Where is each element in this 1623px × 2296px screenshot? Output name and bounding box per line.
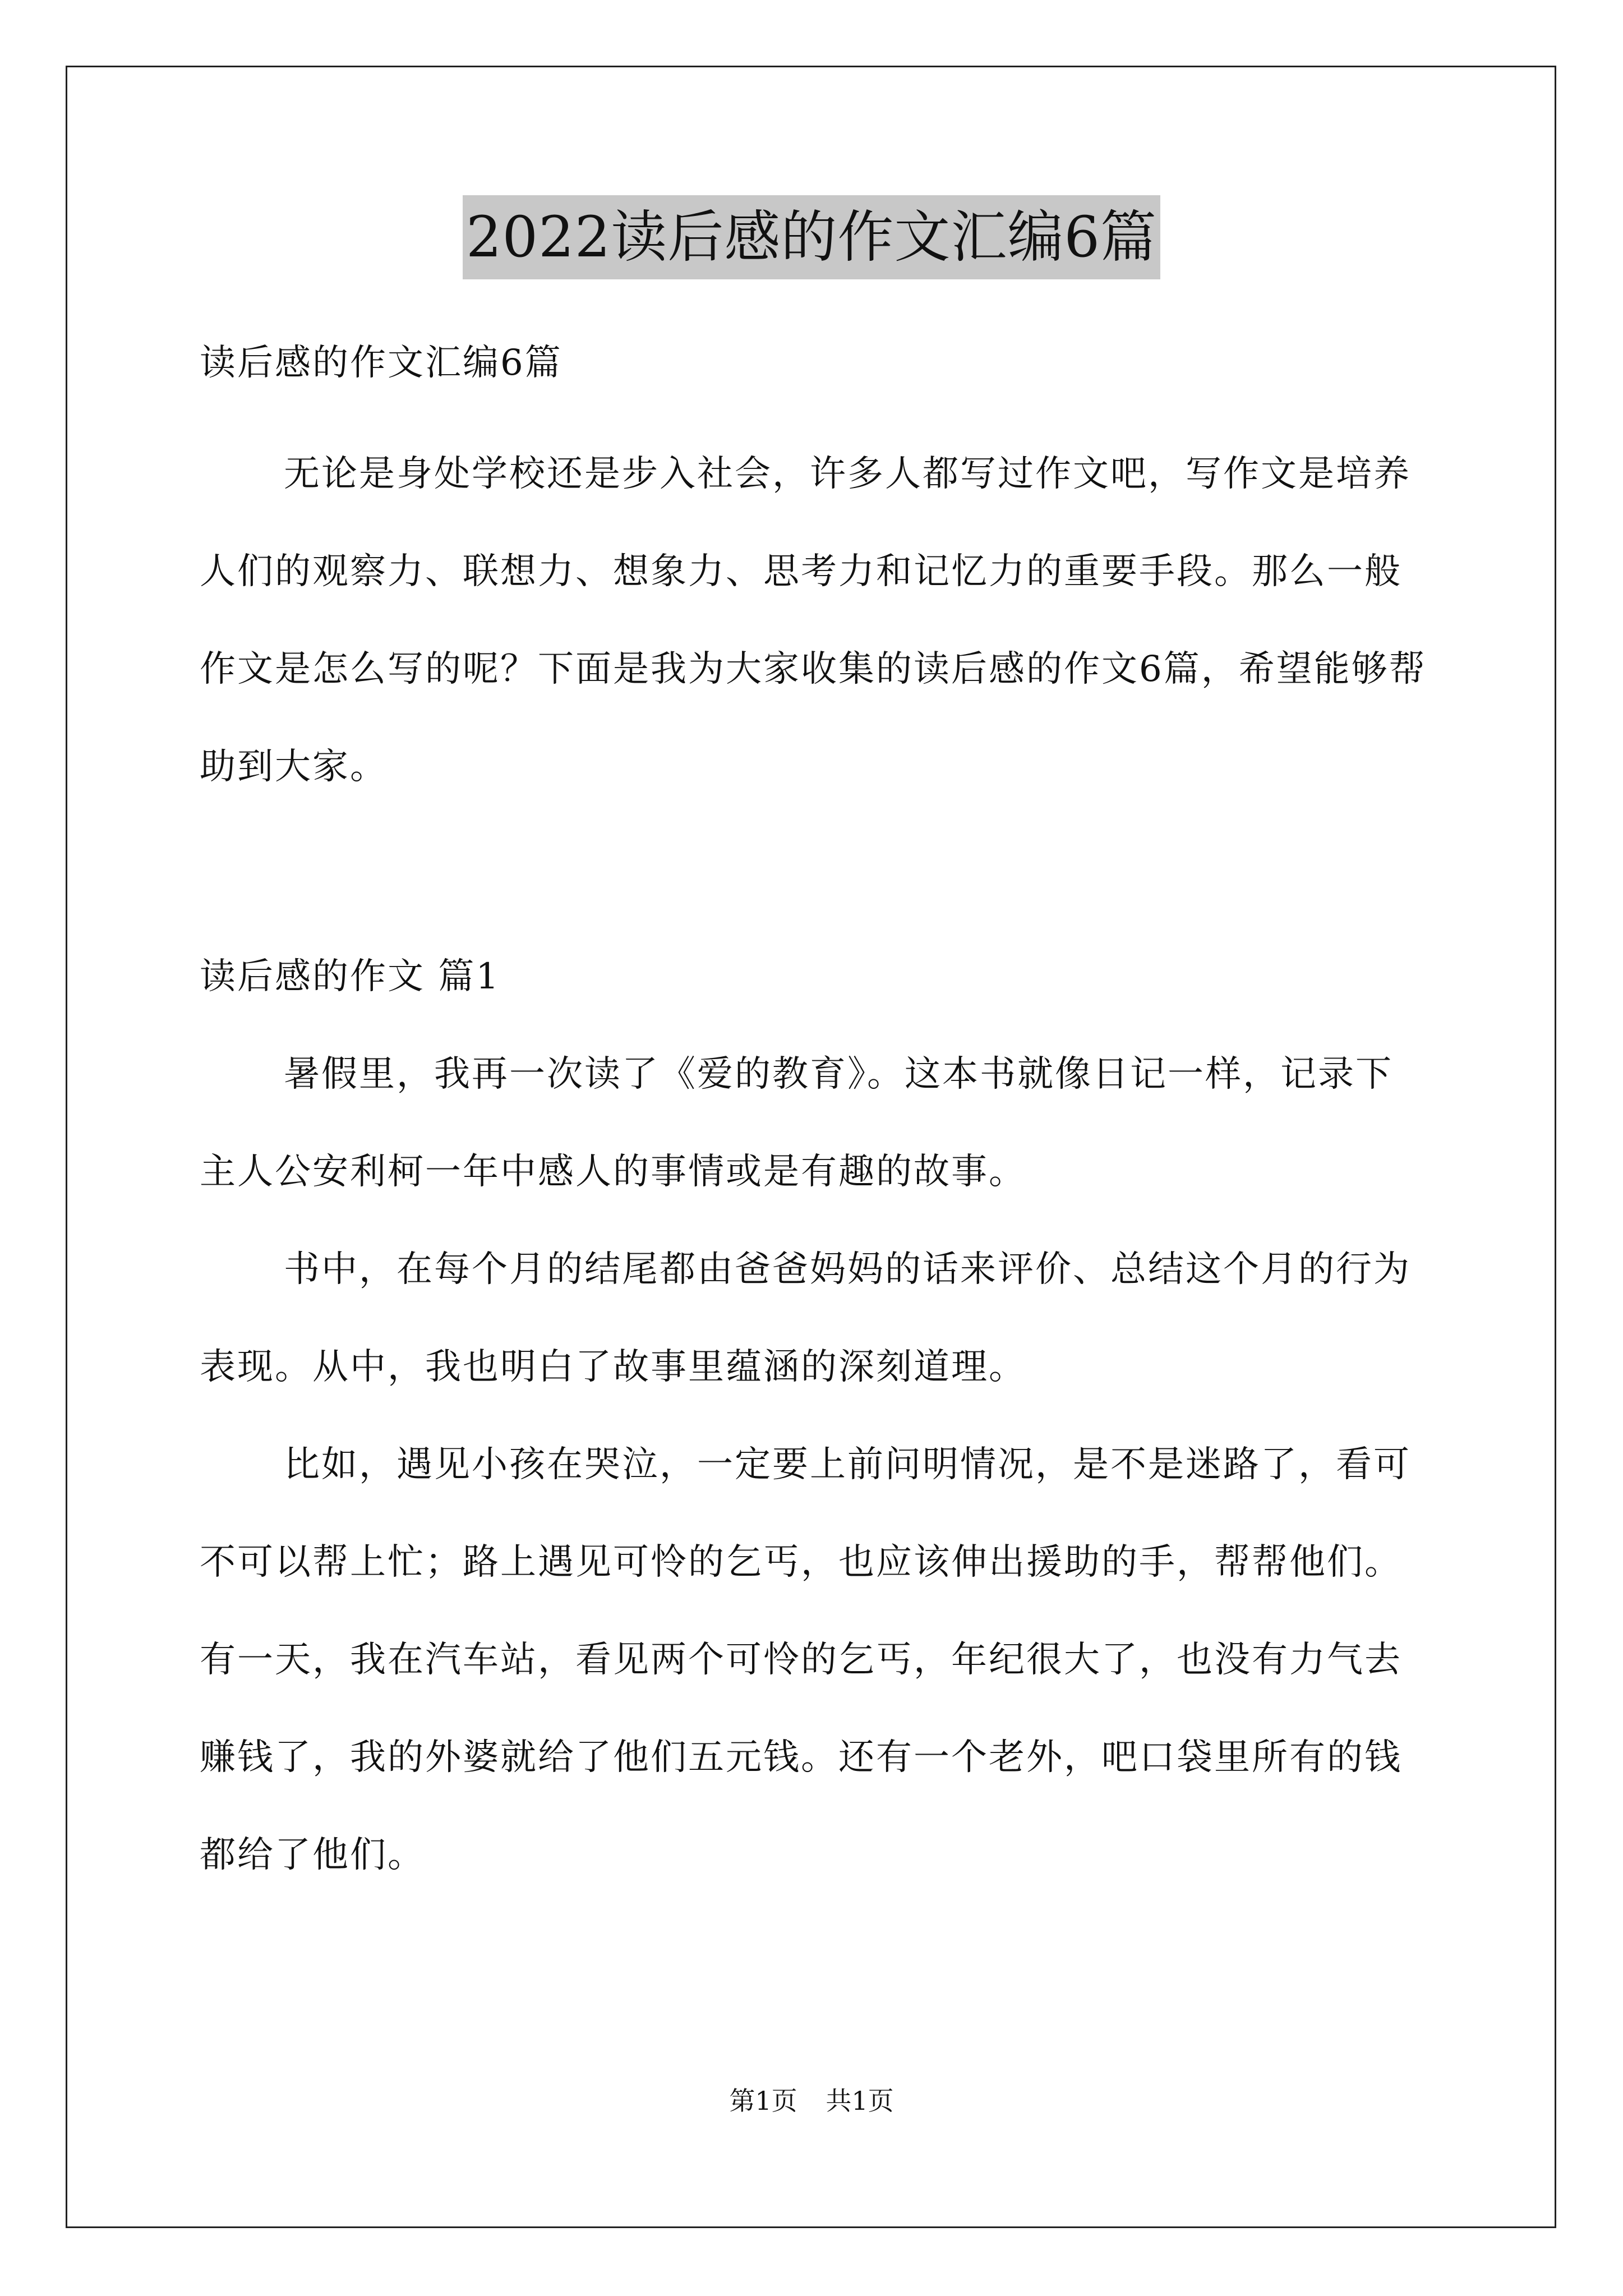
document-subtitle: 读后感的作文汇编6篇 [200, 342, 562, 384]
body-paragraph-2: 书中，在每个月的结尾都由爸爸妈妈的话来评价、总结这个月的行为表现。从中，我也明白了故事里蕴涵的深刻道理。 [200, 1249, 1411, 1388]
body-paragraph-3: 比如，遇见小孩在哭泣，一定要上前问明情况，是不是迷路了，看可不可以帮上忙；路上遇见可怜的乞丐，也应该伸出援助的手，帮帮他们。有一天，我在汽车站，看见两个可怜的乞丐，年纪很大了，也没有力气去赚钱了，我的外婆就给了他们五元钱。还有一个老外，吧口袋里所有的钱都给了他们。 [200, 1444, 1411, 1876]
section-heading: 读后感的作文 篇1 [200, 956, 501, 997]
body-paragraph-1: 暑假里，我再一次读了《爱的教育》。这本书就像日记一样，记录下主人公安利柯一年中感人的事情或是有趣的故事。 [200, 1053, 1393, 1193]
blank-line [200, 412, 1428, 425]
page-number-current: 第1页 [729, 2086, 797, 2116]
page-footer [0, 2084, 1623, 2118]
title-container [0, 195, 1623, 279]
document-title: 2022读后感的作文汇编6篇 [463, 195, 1160, 279]
document-body [200, 314, 1428, 1904]
intro-paragraph: 无论是身处学校还是步入社会，许多人都写过作文吧，写作文是培养人们的观察力、联想力、想象力、思考力和记忆力的重要手段。那么一般作文是怎么写的呢？下面是我为大家收集的读后感的作文6篇，希望能够帮助到大家。 [200, 453, 1427, 788]
blank-line [200, 816, 1428, 928]
page-number-total: 共1页 [826, 2086, 894, 2116]
